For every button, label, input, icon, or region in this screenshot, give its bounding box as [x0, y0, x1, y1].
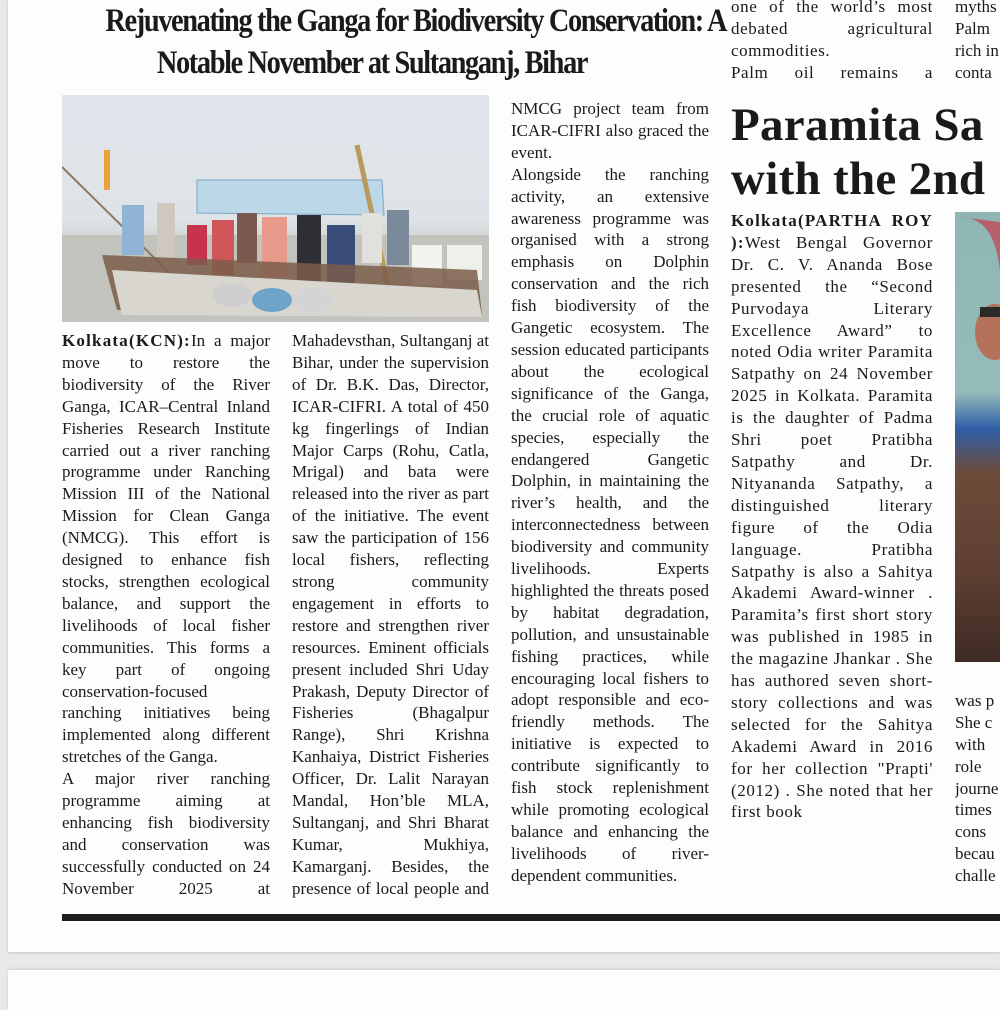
fragment-line: She c [955, 712, 993, 732]
fragment-line: rich in [955, 41, 999, 60]
cropped-column-fragment-2 [955, 690, 1000, 887]
fragment-line: challe [955, 866, 996, 886]
article-column-2 [292, 330, 489, 900]
fragment-line: with [955, 734, 986, 754]
fragment-line: myths [955, 0, 997, 16]
headline-line-2: Notable November at Sultanganj, Bihar [156, 45, 588, 81]
paragraph-1: In a major move to restore the biodiversity of the River Ganga, ICAR–Central Inland Fisheries Research Institute carried out a river ranching programme under Ranching Mission III of the National Mission for Clean Ganga (NMCG). This effort is designed to enhance fish stocks, strengthen ecological balance, and support the livelihoods of local fisher communities. This forms a key part of ongoing conservation-focused ranching initiatives being implemented along different stretches of the Ganga. [62, 331, 270, 767]
article-2-column-1 [731, 210, 933, 823]
paragraph-2: A major river ranching programme aiming at enhancing fish biodiversity and conservation was successfully conducted on 24 November 2025 at [62, 769, 270, 898]
paragraph-1: NMCG project team from ICAR-CIFRI also graced the event. [511, 99, 709, 162]
cropped-column-fragment [955, 0, 1000, 84]
paragraph-2: Alongside the ranching activity, an extensive awareness programme was organised with a strong emphasis on Dolphin conservation and the rich fish biodiversity of the Gangetic ecosystem. The session educated participants about the ecological significance of the Ganga, the crucial role of aquatic species, especially the endangered Gangetic Dolphin, in maintaining the river’s health, and the interconnectedness between biodiversity and community livelihoods. Experts highlighted the threats posed by habitat degradation, pollution, and unsustainable fishing practices, while encouraging local fishers to adopt responsible and eco-friendly methods. The initiative is expected to contribute significantly to fish stock replenishment while promoting ecological balance and enhancing the livelihoods of river-dependent communities. [511, 164, 709, 885]
fragment-line: was p [955, 691, 995, 710]
article-column-3 [511, 98, 709, 887]
paragraph-1: West Bengal Governor Dr. C. V. Ananda Bose presented the “Second Purvodaya Literary Excellence Award” to noted Odia writer Paramita Satpathy on 24 November 2025 in Kolkata. Paramita is the daughter of Padma Shri poet Pratibha Satpathy and Dr. Nityananda Satpathy, a distinguished literary figure of the Odia language. Pratibha Satpathy is also a Sahitya Akademi Award-winner . Paramita’s first short story was published in 1985 in the magazine Jhankar . She has authored seven short-story collections and was selected for the Sahitya Akademi Award in 2016 for her collection "Prapti' (2012) . She noted that her first book [731, 232, 933, 822]
palm-oil-article-fragment [731, 0, 933, 84]
article-2-photo [955, 212, 1000, 662]
headline-line-1: Paramita Sa [731, 99, 984, 151]
article-photo-boat [62, 95, 489, 322]
fragment-line: Palm [955, 19, 990, 38]
section-divider-rule [62, 914, 1000, 921]
fragment-line: times [955, 800, 992, 820]
fragment-line: cons [955, 822, 987, 842]
paragraph-2: Palm oil remains a [731, 63, 933, 82]
award-photo-illustration [955, 212, 1000, 662]
headline-line-1: Rejuvenating the Ganga for Biodiversity Conservation: A [105, 3, 727, 39]
article-2-headline [731, 98, 1000, 206]
fragment-line: journe [955, 778, 999, 798]
paragraph-1: one of the world’s most debated agricultural commodities. [731, 0, 933, 60]
fragment-line: conta [955, 63, 992, 82]
article-headline [105, 0, 727, 84]
headline-line-2: with the 2nd [731, 153, 986, 205]
boat-photo-illustration [62, 95, 489, 322]
fragment-line: becau [955, 844, 995, 864]
dateline: Kolkata(PARTHA ROY ): [731, 211, 933, 252]
fragment-line: role [955, 756, 982, 776]
dateline: Kolkata(KCN): [62, 331, 191, 350]
article-column-1 [62, 330, 270, 900]
paragraph-1: Mahadevsthan, Sultanganj at Bihar, under the supervision of Dr. B.K. Das, Director, ICAR-CIFRI. A total of 450 kg fingerlings of Indian Major Carps (Rohu, Catla, Mrigal) and bata were released into the river as part of the initiative. The event saw the participation of 156 local fishers, reflecting strong community engagement in efforts to restore and strengthen river resources. Eminent officials present included Shri Uday Prakash, Deputy Director of Fisheries (Bhagalpur Range), Shri Krishna Kanhaiya, District Fisheries Officer, Dr. Lalit Narayan Mandal, Hon’ble MLA, Sultanganj, and Shri Bharat Kumar, Mukhiya, Kamarganj. Besides, the presence of local people and [292, 331, 489, 898]
next-newspaper-page [8, 970, 1000, 1010]
